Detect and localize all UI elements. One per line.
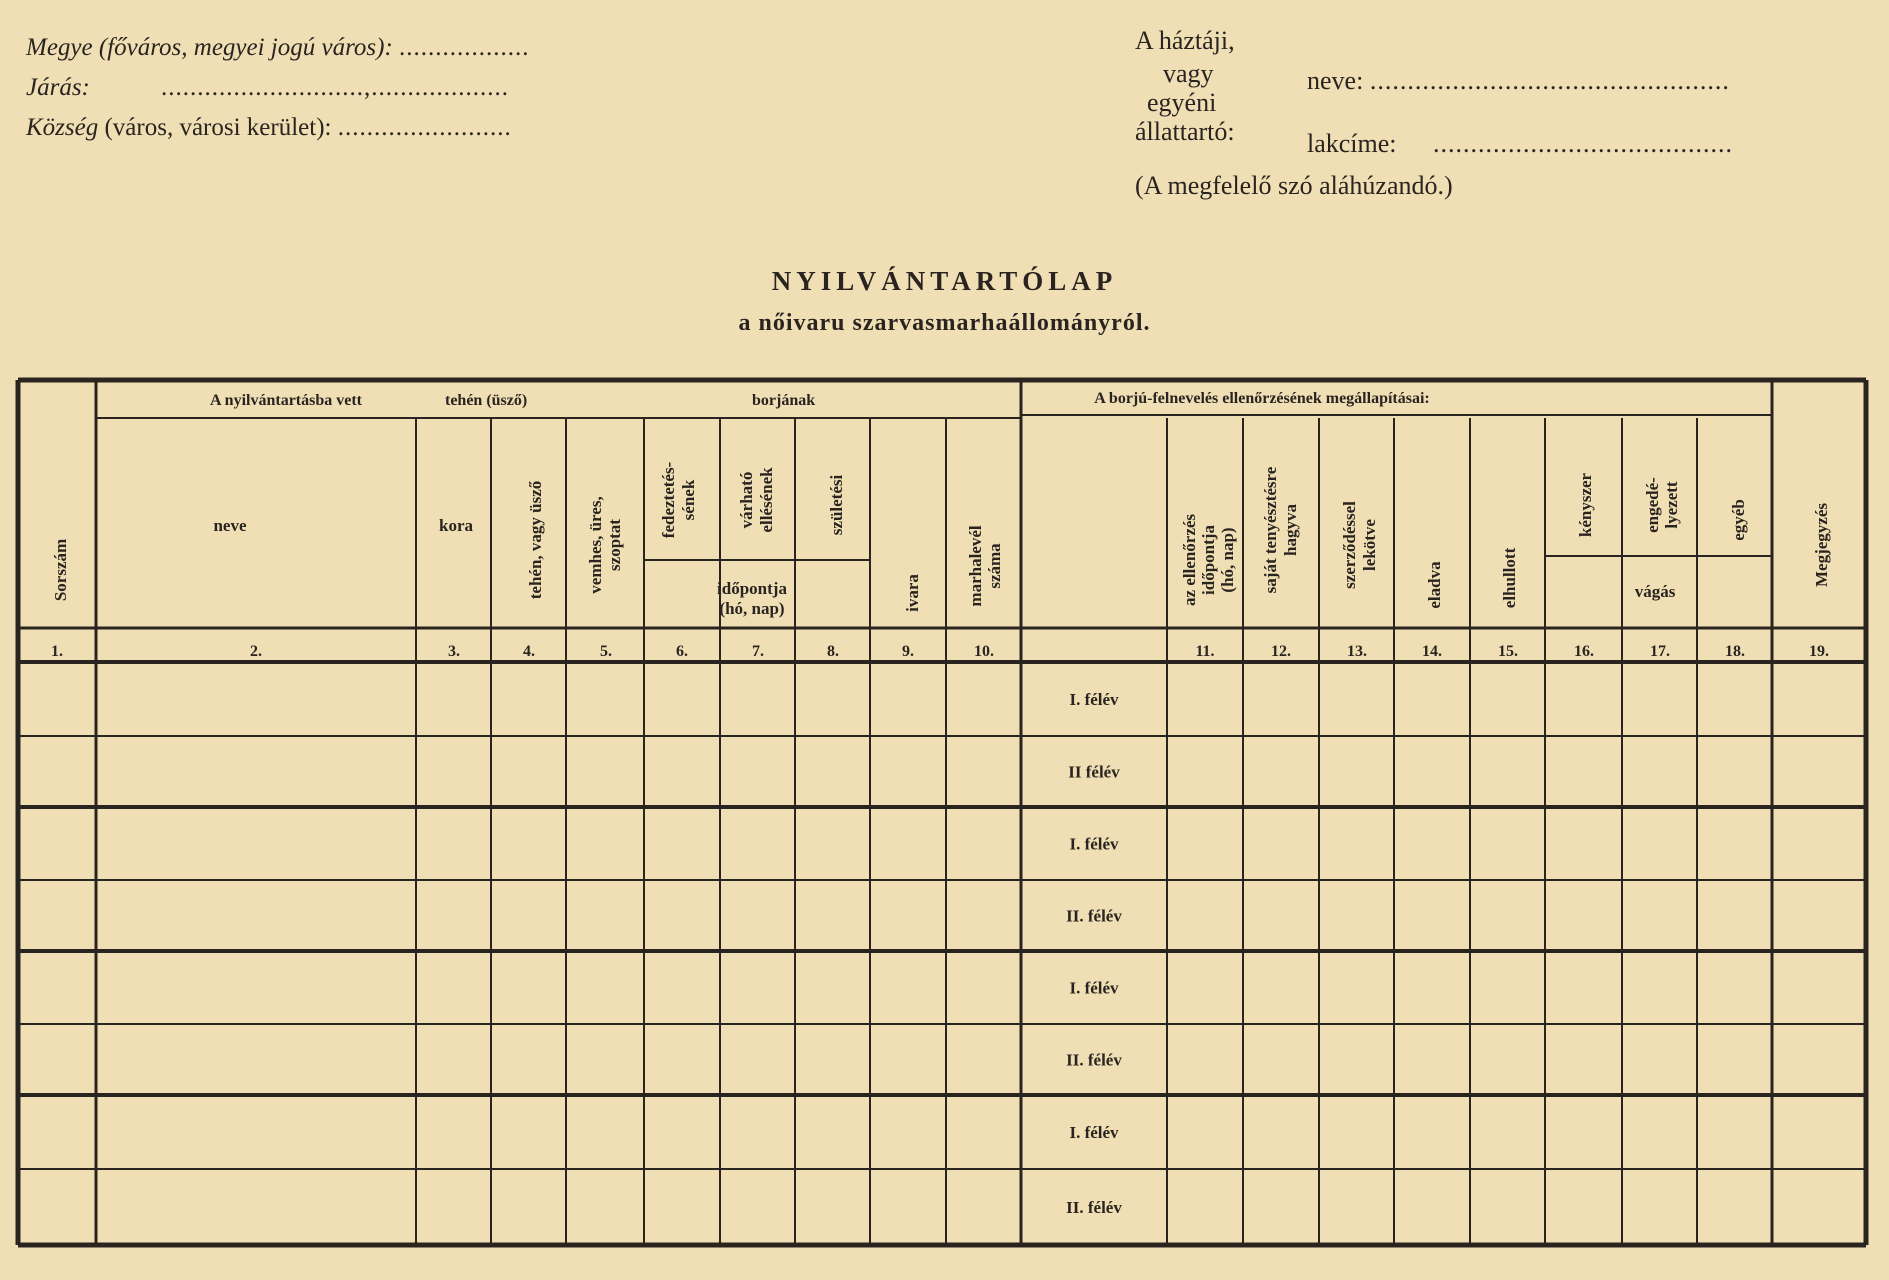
kozseg-label-italic: Község	[26, 114, 99, 141]
owner-line-4: állattartó:	[1135, 117, 1235, 146]
col-elhullott: elhullott	[1500, 547, 1519, 609]
col-sorszam: Sorszám	[51, 538, 70, 602]
column-number: 17.	[1650, 643, 1670, 660]
column-number: 8.	[827, 643, 839, 660]
column-number: 2.	[250, 643, 262, 660]
megye-dots: ..................	[399, 34, 530, 61]
col-sajat-b: hagyva	[1281, 504, 1300, 556]
half-year-label: I. félév	[1069, 834, 1119, 854]
kozseg-label-rest: (város, városi kerület):	[98, 114, 332, 141]
col-ellenorzes-c: (hó, nap)	[1218, 527, 1237, 593]
col-varhato-a: várható	[737, 471, 756, 529]
column-number: 14.	[1422, 643, 1442, 660]
column-number: 13.	[1347, 643, 1367, 660]
column-number: 11.	[1195, 643, 1215, 660]
half-year-label: I. félév	[1069, 690, 1119, 709]
col-eladva: eladva	[1425, 561, 1444, 609]
half-year-labels	[1066, 690, 1122, 1217]
group-header-left-a: A nyilvántartásba vett	[210, 392, 362, 409]
col-neve: neve	[213, 516, 247, 535]
lakcime-label: lakcíme:	[1307, 129, 1397, 158]
column-headers	[51, 461, 1831, 618]
group-header-left-b: tehén (üsző)	[445, 392, 528, 409]
column-number: 19.	[1809, 643, 1829, 660]
col-egyeb: egyéb	[1729, 499, 1748, 541]
col-szerzodes-a: szerződéssel	[1340, 501, 1359, 589]
neve-label: neve:	[1307, 66, 1364, 95]
col-varhato-b: ellésének	[757, 467, 776, 533]
neve-dots: ................................................	[1369, 66, 1730, 95]
half-year-label: II. félév	[1066, 906, 1122, 926]
col-tehen: tehén, vagy üsző	[526, 480, 545, 600]
col-szuletesi: születési	[827, 474, 846, 536]
owner-line-1: A háztáji,	[1135, 26, 1235, 55]
column-number: 5.	[600, 643, 612, 660]
group-headers	[210, 390, 1430, 409]
col-idopontja-a: időpontja	[717, 579, 787, 598]
col-fedeztetesenek-b: sének	[679, 479, 698, 521]
column-number: 9.	[902, 643, 914, 660]
group-header-right: A borjú-felnevelés ellenőrzésének megállapításai:	[1094, 390, 1430, 407]
col-kenyszer: kényszer	[1576, 472, 1595, 538]
column-number: 12.	[1271, 643, 1291, 660]
col-sajat-a: saját tenyésztésre	[1261, 466, 1280, 594]
col-ellenorzes-a: az ellenőrzés	[1180, 513, 1199, 607]
owner-line-2: vagy	[1163, 59, 1214, 88]
group-header-left-c: borjának	[752, 392, 816, 409]
half-year-label: I. félév	[1069, 1123, 1119, 1142]
column-number: 6.	[676, 643, 688, 660]
form-subtitle: a nőivaru szarvasmarhaállományról.	[738, 310, 1151, 336]
column-numbers	[51, 643, 1829, 660]
col-szerzodes-b: lekötve	[1360, 519, 1379, 571]
col-marhalevel-b: száma	[985, 543, 1004, 589]
column-number: 16.	[1574, 643, 1594, 660]
col-vemhes-b: szoptat	[605, 519, 624, 571]
col-megjegyzes: Megjegyzés	[1812, 502, 1831, 588]
half-year-label: II. félév	[1066, 1198, 1122, 1217]
col-ivara: ivara	[903, 574, 922, 612]
column-number: 1.	[51, 643, 63, 660]
lakcime-dots: ........................................	[1433, 129, 1734, 158]
column-number: 10.	[974, 643, 994, 660]
column-number: 15.	[1498, 643, 1518, 660]
column-number: 7.	[752, 643, 764, 660]
half-year-label: II. félév	[1066, 1050, 1122, 1070]
megye-label: Megye (főváros, megyei jogú város):	[26, 34, 393, 61]
col-vagas: vágás	[1634, 582, 1676, 601]
half-year-label: I. félév	[1069, 978, 1119, 998]
form-title: NYILVÁNTARTÓLAP	[771, 266, 1118, 296]
jaras-dots: ............................,...................	[161, 74, 509, 101]
half-year-label: II félév	[1068, 762, 1120, 782]
column-number: 3.	[448, 643, 460, 660]
column-number: 4.	[523, 643, 535, 660]
jaras-label: Járás:	[26, 74, 90, 101]
col-engedelyezett-a: engedé-	[1643, 477, 1662, 533]
col-engedelyezett-b: lyezett	[1662, 481, 1681, 529]
col-fedeztetesenek-a: fedeztetés-	[659, 461, 678, 539]
kozseg-dots: ........................	[337, 114, 512, 141]
underline-note: (A megfelelő szó aláhúzandó.)	[1135, 171, 1453, 200]
col-ellenorzes-b: időpontja	[1199, 525, 1218, 595]
col-marhalevel-a: marhalevél	[966, 525, 985, 607]
owner-line-3: egyéni	[1147, 88, 1217, 117]
col-idopontja-b: (hó, nap)	[719, 599, 785, 618]
col-kora: kora	[439, 516, 473, 535]
col-vemhes-a: vemhes, üres,	[586, 496, 605, 594]
column-number: 18.	[1725, 643, 1745, 660]
